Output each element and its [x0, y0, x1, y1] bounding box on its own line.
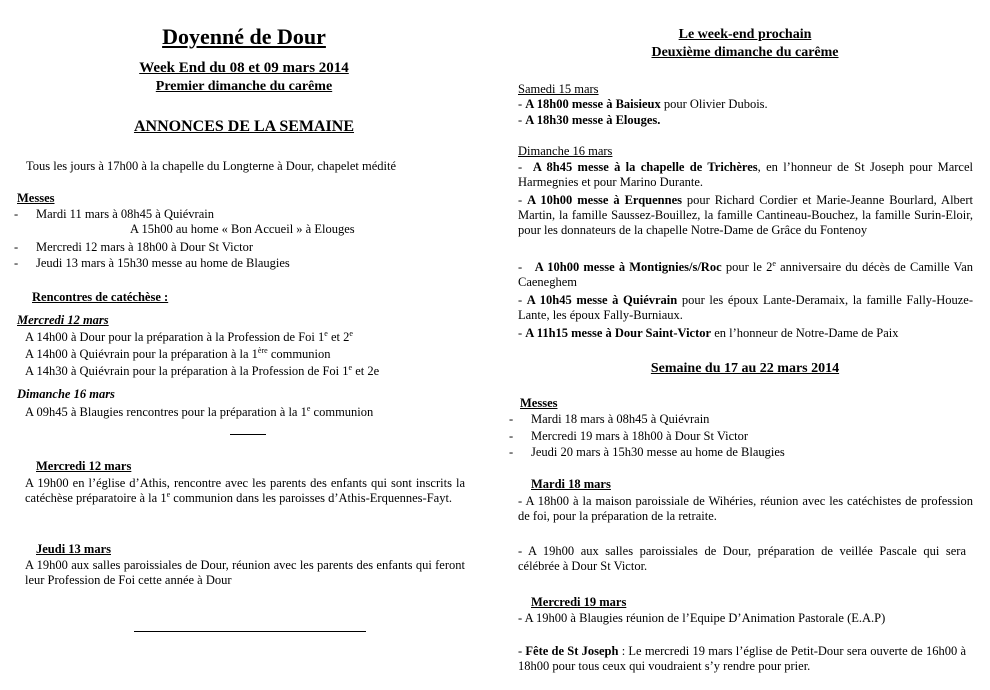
divider: [230, 434, 266, 435]
catechese-item: A 09h45 à Blaugies rencontres pour la préparation à la 1e communion: [25, 403, 374, 419]
mercredi-12-text: A 19h00 en l’église d’Athis, rencontre avec les parents des enfants qui sont inscrits la catéchèse préparatoire à la 1e communion dans les paroisses d’Athis-Erquennes-Fayt.: [25, 476, 465, 505]
mardi-heading: Mardi 18 mars: [531, 477, 611, 491]
announcements-heading: ANNONCES DE LA SEMAINE: [133, 118, 355, 135]
dimanche-heading: Dimanche 16 mars: [17, 387, 115, 401]
mass-item: - A 10h00 messe à Erquennes pour Richard Cordier et Marie-Jeanne Bourlard, Albert Martin, la famille Saussez-Bouillez, la famille Cantineau-Bouchez, la famille Surin-Eloir, pour les donnateurs de la chapelle Notre-Dame de Grâce du Fontenoy: [518, 193, 973, 237]
messe-item: - Mercredi 19 mars à 18h00 à Dour St Victor: [509, 429, 749, 443]
weekend-subtitle: Premier dimanche du carême: [155, 79, 333, 94]
messe-item: - Mercredi 12 mars à 18h00 à Dour St Victor: [14, 240, 254, 254]
catechese-heading: Rencontres de catéchèse :: [32, 290, 169, 304]
dimanche-heading: Dimanche 16 mars: [518, 144, 613, 158]
mercredi-text: - A 19h00 à Blaugies réunion de l’Equipe D’Animation Pastorale (E.A.P): [518, 611, 886, 625]
mercredi-12-heading: Mercredi 12 mars: [36, 459, 132, 473]
weekend-heading: Week End du 08 et 09 mars 2014: [139, 60, 349, 76]
semaine-heading: Semaine du 17 au 22 mars 2014: [650, 361, 840, 376]
next-weekend-heading: Le week-end prochain: [678, 27, 812, 42]
mardi-text: - A 19h00 aux salles paroissiales de Dour, préparation de veillée Pascale qui sera célébrée à Dour St Victor.: [518, 544, 966, 573]
messe-item: - Jeudi 20 mars à 15h30 messe au home de Blaugies: [509, 445, 785, 459]
messes-heading: Messes: [520, 396, 558, 410]
mass-item: - A 10h00 messe à Montignies/s/Roc pour le 2e anniversaire du décès de Camille Van Caeneghem: [518, 258, 973, 289]
catechese-item: A 14h00 à Dour pour la préparation à la Profession de Foi 1e et 2e: [25, 328, 353, 344]
messe-item: - Mardi 18 mars à 08h45 à Quiévrain: [509, 412, 710, 426]
mass-item: - A 18h00 messe à Baisieux pour Olivier Dubois.: [518, 97, 768, 111]
next-weekend-subtitle: Deuxième dimanche du carême: [651, 45, 839, 60]
messe-item: - Mardi 11 mars à 08h45 à Quiévrain: [14, 207, 214, 221]
mass-item: - A 11h15 messe à Dour Saint-Victor en l’honneur de Notre-Dame de Paix: [518, 326, 899, 340]
divider: [134, 631, 366, 632]
mass-item: - A 8h45 messe à la chapelle de Trichères, en l’honneur de St Joseph pour Marcel Harmegnies et pour Marino Durante.: [518, 160, 974, 189]
samedi-heading: Samedi 15 mars: [518, 82, 599, 96]
saint-joseph-text: - Fête de St Joseph : Le mercredi 19 mars l’église de Petit-Dour sera ouverte de 16h00 à 18h00 pour tous ceux qui voudraient s’y rendre pour prier.: [518, 644, 966, 673]
mardi-text: - A 18h00 à la maison paroissiale de Wihéries, réunion avec les catéchistes de profession de foi, pour la préparation de la retraite.: [518, 494, 973, 523]
mass-item: - A 18h30 messe à Elouges.: [518, 113, 661, 127]
mercredi-heading: Mercredi 12 mars: [17, 313, 109, 327]
catechese-item: A 14h00 à Quiévrain pour la préparation à la 1ère communion: [25, 345, 331, 361]
messe-item: - Jeudi 13 mars à 15h30 messe au home de Blaugies: [14, 256, 290, 270]
catechese-item: A 14h30 à Quiévrain pour la préparation à la Profession de Foi 1e et 2e: [25, 362, 380, 378]
jeudi-13-text: A 19h00 aux salles paroissiales de Dour, réunion avec les parents des enfants qui feront leur Profession de Foi cette année à Dour: [25, 558, 465, 587]
mass-item: - A 10h45 messe à Quiévrain pour les époux Lante-Deramaix, la famille Fally-Houze-Lante, les époux Fally-Burniaux.: [518, 293, 974, 322]
page-title: Doyenné de Dour: [162, 24, 326, 49]
chapelet-line: Tous les jours à 17h00 à la chapelle du Longterne à Dour, chapelet médité: [26, 159, 397, 173]
mercredi-heading: Mercredi 19 mars: [531, 595, 627, 609]
messe-item: A 15h00 au home « Bon Accueil » à Elouges: [130, 222, 355, 236]
messes-heading: Messes: [17, 191, 55, 205]
jeudi-13-heading: Jeudi 13 mars: [36, 542, 111, 556]
